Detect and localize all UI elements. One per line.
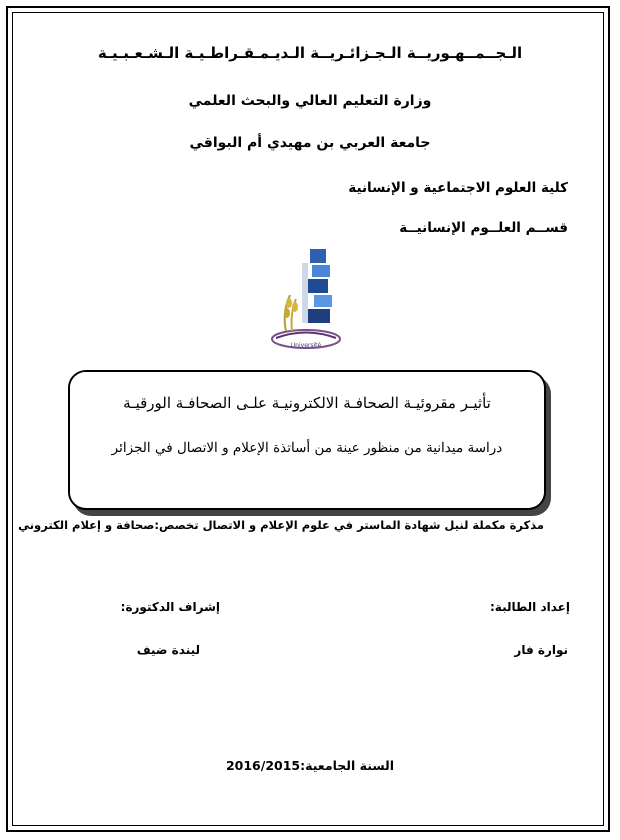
thesis-subtitle: دراسة ميدانية من منظور عينة من أساتذة الإعلام و الاتصال في الجزائر [111, 440, 503, 456]
thesis-note: مذكرة مكملة لنيل شهادة الماستر في علوم الإعلام و الاتصال تخصص:صحافة و إعلام الكتروني [18, 518, 544, 532]
ministry-heading: وزارة التعليم العالي والبحث العلمي [188, 93, 432, 109]
university-logo [262, 243, 356, 355]
logo-book-arc [276, 333, 336, 339]
department-heading: قســم العلــوم الإنسانيــة [399, 220, 568, 236]
university-heading: جامعة العربي بن مهيدي أم البواقي [189, 135, 431, 151]
republic-heading: الـجــمــهـوريــة الـجـزائـريــة الـديـمـقـراطـيـة الـشـعـبـيـة [97, 44, 523, 62]
logo-caption: Université [290, 342, 322, 349]
supervisor-label: إشراف الدكتورة: [120, 600, 220, 614]
student-name: نوارة فار [514, 643, 568, 657]
logo-wheat-icon [284, 295, 298, 331]
academic-year: السنة الجامعية:2016/2015 [225, 758, 395, 773]
thesis-title: تأثيـر مقروئيـة الصحافـة الالكترونيـة علـى الصحافـة الورقيـة [123, 394, 491, 412]
student-label: إعداد الطالبة: [490, 600, 570, 614]
faculty-heading: كلية العلوم الاجتماعية و الإنسانية [348, 180, 568, 196]
logo-tower-icon [302, 249, 332, 323]
supervisor-name: ليندة ضيف [136, 643, 200, 657]
